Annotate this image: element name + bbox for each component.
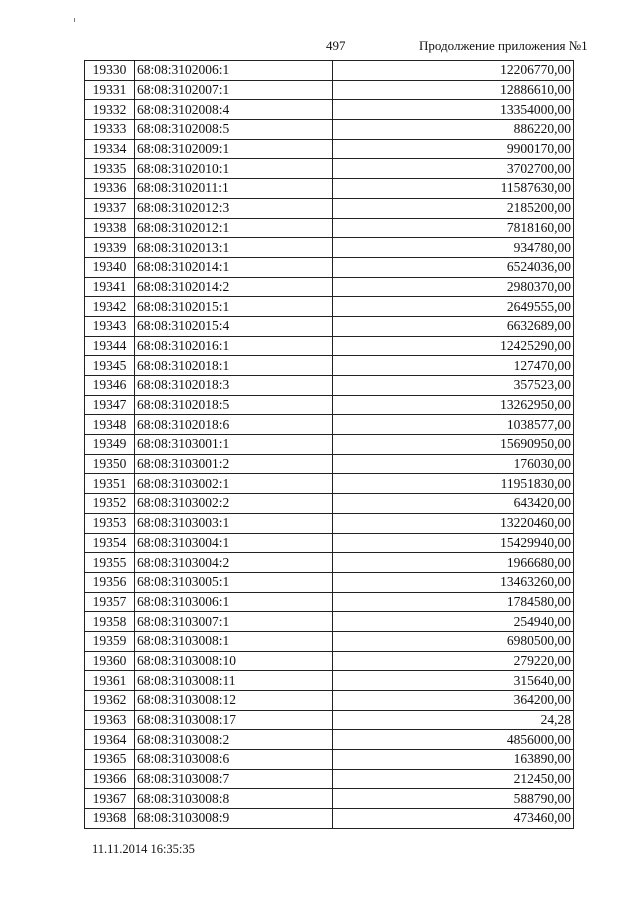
table-row — [85, 454, 574, 474]
cadastral-number: 68:08:3103008:12 — [135, 691, 333, 711]
cadastral-number: 68:08:3103008:17 — [135, 710, 333, 730]
cadastral-number: 68:08:3102012:3 — [135, 198, 333, 218]
row-number: 19354 — [85, 533, 135, 553]
row-number: 19334 — [85, 139, 135, 159]
table-row — [85, 533, 574, 553]
cadastral-value: 364200,00 — [333, 691, 574, 711]
cadastral-number: 68:08:3102014:1 — [135, 257, 333, 277]
row-number: 19330 — [85, 61, 135, 81]
cadastral-value: 12206770,00 — [333, 61, 574, 81]
cadastral-number: 68:08:3103008:7 — [135, 769, 333, 789]
table-row — [85, 139, 574, 159]
cadastral-number: 68:08:3102010:1 — [135, 159, 333, 179]
table-row — [85, 691, 574, 711]
row-number: 19360 — [85, 651, 135, 671]
cadastral-number: 68:08:3103002:1 — [135, 474, 333, 494]
cadastral-number: 68:08:3102007:1 — [135, 80, 333, 100]
row-number: 19349 — [85, 435, 135, 455]
table-row — [85, 592, 574, 612]
cadastral-value: 127470,00 — [333, 356, 574, 376]
cadastral-value: 13354000,00 — [333, 100, 574, 120]
table-row — [85, 80, 574, 100]
cadastral-value: 6632689,00 — [333, 316, 574, 336]
row-number: 19363 — [85, 710, 135, 730]
cadastral-value: 13262950,00 — [333, 395, 574, 415]
cadastral-number: 68:08:3103008:8 — [135, 789, 333, 809]
cadastral-value: 13220460,00 — [333, 513, 574, 533]
row-number: 19352 — [85, 494, 135, 514]
table-row — [85, 750, 574, 770]
cadastral-value: 2980370,00 — [333, 277, 574, 297]
cadastral-value: 315640,00 — [333, 671, 574, 691]
table-row — [85, 159, 574, 179]
row-number: 19345 — [85, 356, 135, 376]
row-number: 19355 — [85, 553, 135, 573]
cadastral-value: 279220,00 — [333, 651, 574, 671]
cadastral-value: 6980500,00 — [333, 631, 574, 651]
table-row — [85, 631, 574, 651]
row-number: 19357 — [85, 592, 135, 612]
cadastral-number: 68:08:3102011:1 — [135, 179, 333, 199]
table-row — [85, 277, 574, 297]
cadastral-value: 1784580,00 — [333, 592, 574, 612]
table-row — [85, 100, 574, 120]
cadastral-number: 68:08:3102015:1 — [135, 297, 333, 317]
table-row — [85, 395, 574, 415]
cadastral-number: 68:08:3103006:1 — [135, 592, 333, 612]
cadastral-value: 886220,00 — [333, 120, 574, 140]
table-row — [85, 789, 574, 809]
cadastral-number: 68:08:3103001:2 — [135, 454, 333, 474]
cadastral-number: 68:08:3103005:1 — [135, 572, 333, 592]
cadastral-value: 2185200,00 — [333, 198, 574, 218]
cadastral-value: 12425290,00 — [333, 336, 574, 356]
row-number: 19333 — [85, 120, 135, 140]
row-number: 19337 — [85, 198, 135, 218]
row-number: 19341 — [85, 277, 135, 297]
cadastral-value: 2649555,00 — [333, 297, 574, 317]
row-number: 19365 — [85, 750, 135, 770]
cadastral-number: 68:08:3103007:1 — [135, 612, 333, 632]
cadastral-value: 24,28 — [333, 710, 574, 730]
cadastral-value: 1038577,00 — [333, 415, 574, 435]
cadastral-value: 254940,00 — [333, 612, 574, 632]
cadastral-value: 12886610,00 — [333, 80, 574, 100]
cadastral-value: 588790,00 — [333, 789, 574, 809]
row-number: 19353 — [85, 513, 135, 533]
table-row — [85, 356, 574, 376]
cadastral-value: 11587630,00 — [333, 179, 574, 199]
table-row — [85, 710, 574, 730]
row-number: 19367 — [85, 789, 135, 809]
table-row — [85, 297, 574, 317]
cadastral-value: 4856000,00 — [333, 730, 574, 750]
cadastral-value: 6524036,00 — [333, 257, 574, 277]
cadastral-number: 68:08:3102018:1 — [135, 356, 333, 376]
row-number: 19344 — [85, 336, 135, 356]
row-number: 19332 — [85, 100, 135, 120]
continuation-heading: Продолжение приложения №1 — [419, 38, 588, 53]
table-row — [85, 198, 574, 218]
table-row — [85, 513, 574, 533]
row-number: 19336 — [85, 179, 135, 199]
row-number: 19359 — [85, 631, 135, 651]
table-row — [85, 61, 574, 81]
cadastral-number: 68:08:3103002:2 — [135, 494, 333, 514]
cadastral-value: 176030,00 — [333, 454, 574, 474]
cadastral-value: 11951830,00 — [333, 474, 574, 494]
row-number: 19342 — [85, 297, 135, 317]
table-row — [85, 474, 574, 494]
row-number: 19340 — [85, 257, 135, 277]
row-number: 19358 — [85, 612, 135, 632]
cadastral-number: 68:08:3102008:4 — [135, 100, 333, 120]
table-body — [85, 61, 574, 829]
cadastral-value: 934780,00 — [333, 238, 574, 258]
cadastral-value: 1966680,00 — [333, 553, 574, 573]
cadastral-value: 13463260,00 — [333, 572, 574, 592]
table-row — [85, 572, 574, 592]
cadastral-number: 68:08:3102018:5 — [135, 395, 333, 415]
table-row — [85, 376, 574, 396]
cadastral-number: 68:08:3103004:1 — [135, 533, 333, 553]
row-number: 19356 — [85, 572, 135, 592]
row-number: 19331 — [85, 80, 135, 100]
row-number: 19362 — [85, 691, 135, 711]
row-number: 19339 — [85, 238, 135, 258]
cadastral-number: 68:08:3102012:1 — [135, 218, 333, 238]
cadastral-number: 68:08:3103001:1 — [135, 435, 333, 455]
row-number: 19361 — [85, 671, 135, 691]
cadastral-number: 68:08:3102015:4 — [135, 316, 333, 336]
cadastral-number: 68:08:3103003:1 — [135, 513, 333, 533]
page-number: 497 — [326, 38, 346, 53]
row-number: 19351 — [85, 474, 135, 494]
cadastral-number: 68:08:3102013:1 — [135, 238, 333, 258]
table-row — [85, 769, 574, 789]
cadastral-value: 357523,00 — [333, 376, 574, 396]
cadastral-value: 643420,00 — [333, 494, 574, 514]
row-number: 19338 — [85, 218, 135, 238]
table-row — [85, 612, 574, 632]
cadastral-number: 68:08:3103008:2 — [135, 730, 333, 750]
cadastral-value-table — [84, 60, 574, 829]
cadastral-value: 15429940,00 — [333, 533, 574, 553]
table-row — [85, 415, 574, 435]
row-number: 19335 — [85, 159, 135, 179]
cadastral-number: 68:08:3102008:5 — [135, 120, 333, 140]
cadastral-value: 163890,00 — [333, 750, 574, 770]
cadastral-number: 68:08:3102009:1 — [135, 139, 333, 159]
cadastral-value: 7818160,00 — [333, 218, 574, 238]
cadastral-number: 68:08:3103004:2 — [135, 553, 333, 573]
cadastral-number: 68:08:3102018:3 — [135, 376, 333, 396]
cadastral-number: 68:08:3103008:1 — [135, 631, 333, 651]
row-number: 19343 — [85, 316, 135, 336]
cadastral-number: 68:08:3102006:1 — [135, 61, 333, 81]
table-row — [85, 218, 574, 238]
row-number: 19347 — [85, 395, 135, 415]
table-row — [85, 651, 574, 671]
cadastral-number: 68:08:3102016:1 — [135, 336, 333, 356]
table-row — [85, 435, 574, 455]
row-number: 19366 — [85, 769, 135, 789]
cadastral-number: 68:08:3103008:9 — [135, 809, 333, 829]
cadastral-number: 68:08:3103008:6 — [135, 750, 333, 770]
table-row — [85, 120, 574, 140]
row-number: 19368 — [85, 809, 135, 829]
table-row — [85, 494, 574, 514]
cadastral-value: 212450,00 — [333, 769, 574, 789]
row-number: 19350 — [85, 454, 135, 474]
table-row — [85, 316, 574, 336]
table-row — [85, 179, 574, 199]
table-row — [85, 336, 574, 356]
table-row — [85, 730, 574, 750]
cadastral-value: 3702700,00 — [333, 159, 574, 179]
table-row — [85, 809, 574, 829]
table-row — [85, 671, 574, 691]
row-number: 19364 — [85, 730, 135, 750]
table-row — [85, 553, 574, 573]
table-row — [85, 257, 574, 277]
cadastral-number: 68:08:3103008:10 — [135, 651, 333, 671]
cadastral-value: 9900170,00 — [333, 139, 574, 159]
cadastral-number: 68:08:3103008:11 — [135, 671, 333, 691]
table-row — [85, 238, 574, 258]
cadastral-value: 473460,00 — [333, 809, 574, 829]
row-number: 19348 — [85, 415, 135, 435]
cadastral-number: 68:08:3102018:6 — [135, 415, 333, 435]
row-number: 19346 — [85, 376, 135, 396]
scan-speck — [74, 18, 75, 22]
print-timestamp: 11.11.2014 16:35:35 — [92, 842, 195, 856]
cadastral-value: 15690950,00 — [333, 435, 574, 455]
cadastral-number: 68:08:3102014:2 — [135, 277, 333, 297]
